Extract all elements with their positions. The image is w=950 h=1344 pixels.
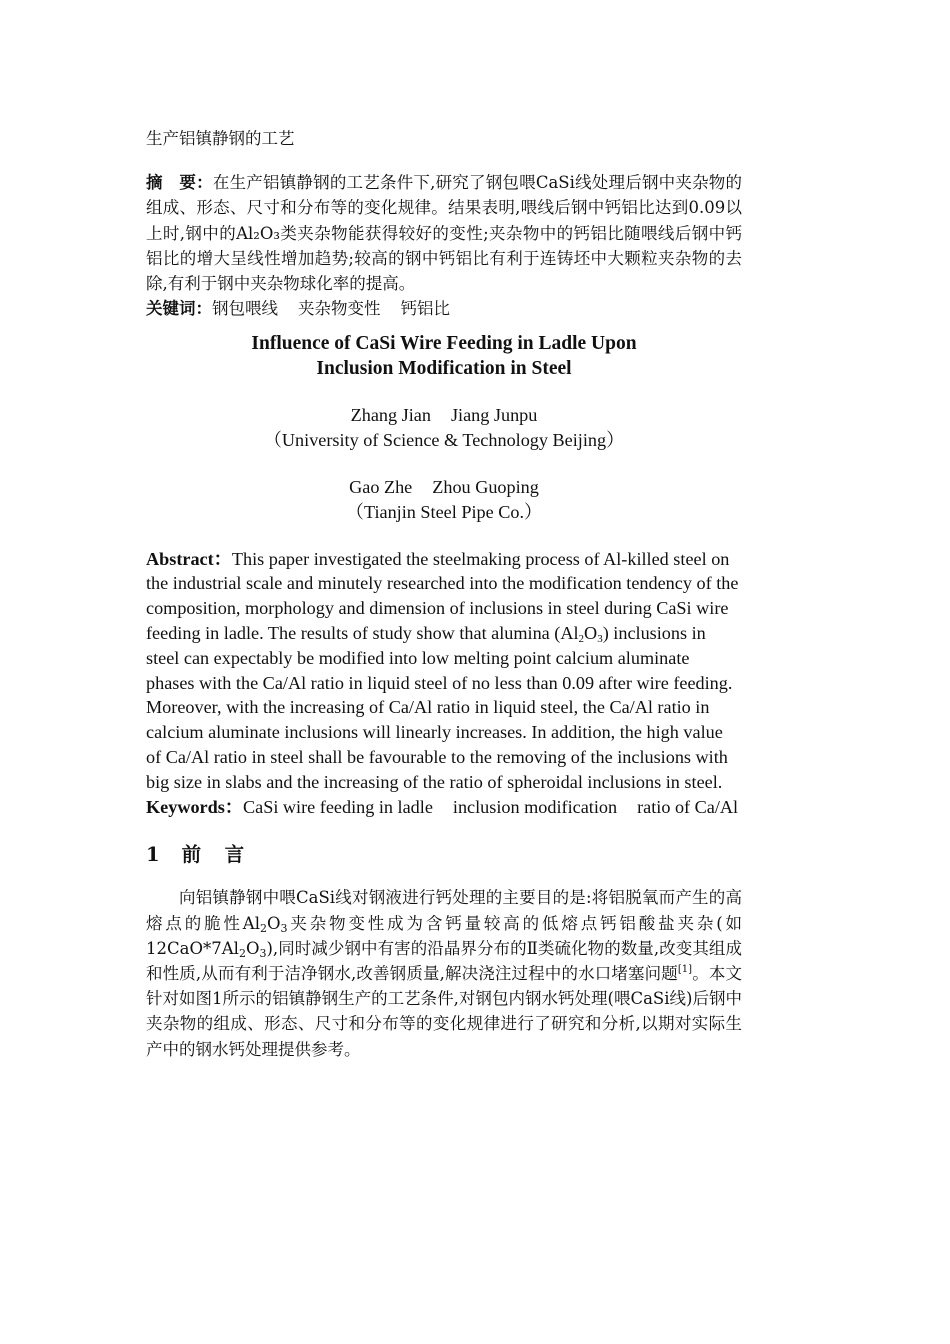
chinese-abstract-label: 摘 要：: [146, 173, 213, 193]
english-abstract-text: ) inclusions in steel can expectably be modified into low melting point calcium aluminate phases with the Ca/Al ratio in liquid steel of no less than 0.09 after wire feeding. Moreover, with the increasing of Ca/Al ratio in liquid steel, the Ca/Al ratio in calcium aluminate inclusions will linearly increases. In addition, the high value of Ca/Al ratio in steel shall be favourable to the removing of the inclusions with big size in slabs and the increasing of the ratio of spheroidal inclusions in steel.: [146, 623, 733, 792]
paragraph-text: 。本文针对如图1所示的铝镇静钢生产的工艺条件,对钢包内钢水钙处理(喂CaSi线)后钢中夹杂物的组成、形态、尺寸和分布等的变化规律进行了研究和分析,以期对实际生产中的钢水钙处理提供参考。: [146, 963, 742, 1059]
intro-paragraph: [146, 885, 742, 1061]
subscript: 2: [259, 921, 267, 935]
chinese-keyword: 夹杂物变性: [298, 299, 381, 319]
subscript: 3: [259, 946, 267, 960]
paragraph-text: ),同时减少钢中有害的沿晶界分布的Ⅱ类硫化物的数量,改变其组成和性质,从而有利于洁净钢水,改善钢质量,解决浇注过程中的水口堵塞问题: [146, 938, 742, 983]
section-number: 1: [146, 843, 162, 867]
subscript: 2: [238, 946, 246, 960]
author-affiliation: （University of Science & Technology Beijing）: [263, 430, 625, 451]
english-abstract-label: Abstract：: [146, 548, 232, 569]
english-keywords-label: Keywords：: [146, 796, 243, 817]
chinese-keywords-label: 关键词：: [146, 299, 212, 319]
english-title: [146, 331, 742, 381]
english-title-line: Inclusion Modification in Steel: [316, 358, 572, 380]
english-keyword: inclusion modification: [452, 796, 618, 817]
paragraph-text: 向铝镇静钢中喂CaSi线对钢液进行钙处理的主要目的是:将铝脱氧而产生的高熔点的脆性Al: [146, 888, 742, 933]
paper-page: [146, 126, 742, 1062]
section-title: 前 言: [181, 843, 247, 867]
author-name: Zhou Guoping: [432, 477, 539, 498]
subscript: 3: [597, 633, 603, 645]
document-title: 生产铝镇静钢的工艺: [146, 129, 295, 148]
english-abstract-text: This paper investigated the steelmaking process of Al-killed steel on the industrial scale and minutely researched into the modification tendency of the composition, morphology and dimension of inclusions in steel during CaSi wire feeding in ladle. The results of study show that alumina (Al: [146, 548, 739, 643]
chinese-abstract-text: 在生产铝镇静钢的工艺条件下,研究了钢包喂CaSi线处理后钢中夹杂物的组成、形态、尺寸和分布等的变化规律。结果表明,喂线后钢中钙铝比达到0.09以上时,钢中的Al₂O₃类夹杂物能获得较好的变性;夹杂物中的钙铝比随喂线后钢中钙铝比的增大呈线性增加趋势;较高的钢中钙铝比有利于连铸坯中大颗粒夹杂物的去除,有利于钢中夹杂物球化率的提高。: [146, 173, 743, 294]
english-keywords: [146, 795, 742, 820]
paragraph-text: O: [245, 938, 260, 958]
english-keyword: CaSi wire feeding in ladle: [243, 796, 433, 817]
author-names: [146, 475, 742, 500]
author-name: Jiang Junpu: [450, 405, 538, 426]
author-names: [146, 403, 742, 428]
subscript: 2: [578, 633, 585, 645]
section-heading: [146, 839, 742, 867]
author-name: Gao Zhe: [349, 477, 413, 498]
citation-reference[interactable]: [1]: [677, 963, 693, 975]
english-abstract: [146, 547, 742, 795]
author-name: Zhang Jian: [350, 405, 431, 426]
chinese-abstract: [146, 170, 742, 296]
english-keyword: ratio of Ca/Al: [637, 796, 739, 817]
paragraph-text: O: [266, 913, 281, 933]
english-title-line: Influence of CaSi Wire Feeding in Ladle Upon: [251, 333, 637, 355]
chinese-keyword: 钙铝比: [400, 299, 450, 319]
author-affiliation: （Tianjin Steel Pipe Co.）: [345, 501, 543, 522]
chinese-keyword: 钢包喂线: [212, 299, 278, 319]
chinese-keywords: [146, 296, 742, 321]
subscript: 3: [280, 921, 288, 935]
english-abstract-text: O: [584, 623, 598, 643]
paragraph-text: 夹杂物变性成为含钙量较高的低熔点钙铝酸盐夹杂(如12CaO*7Al: [146, 913, 743, 958]
